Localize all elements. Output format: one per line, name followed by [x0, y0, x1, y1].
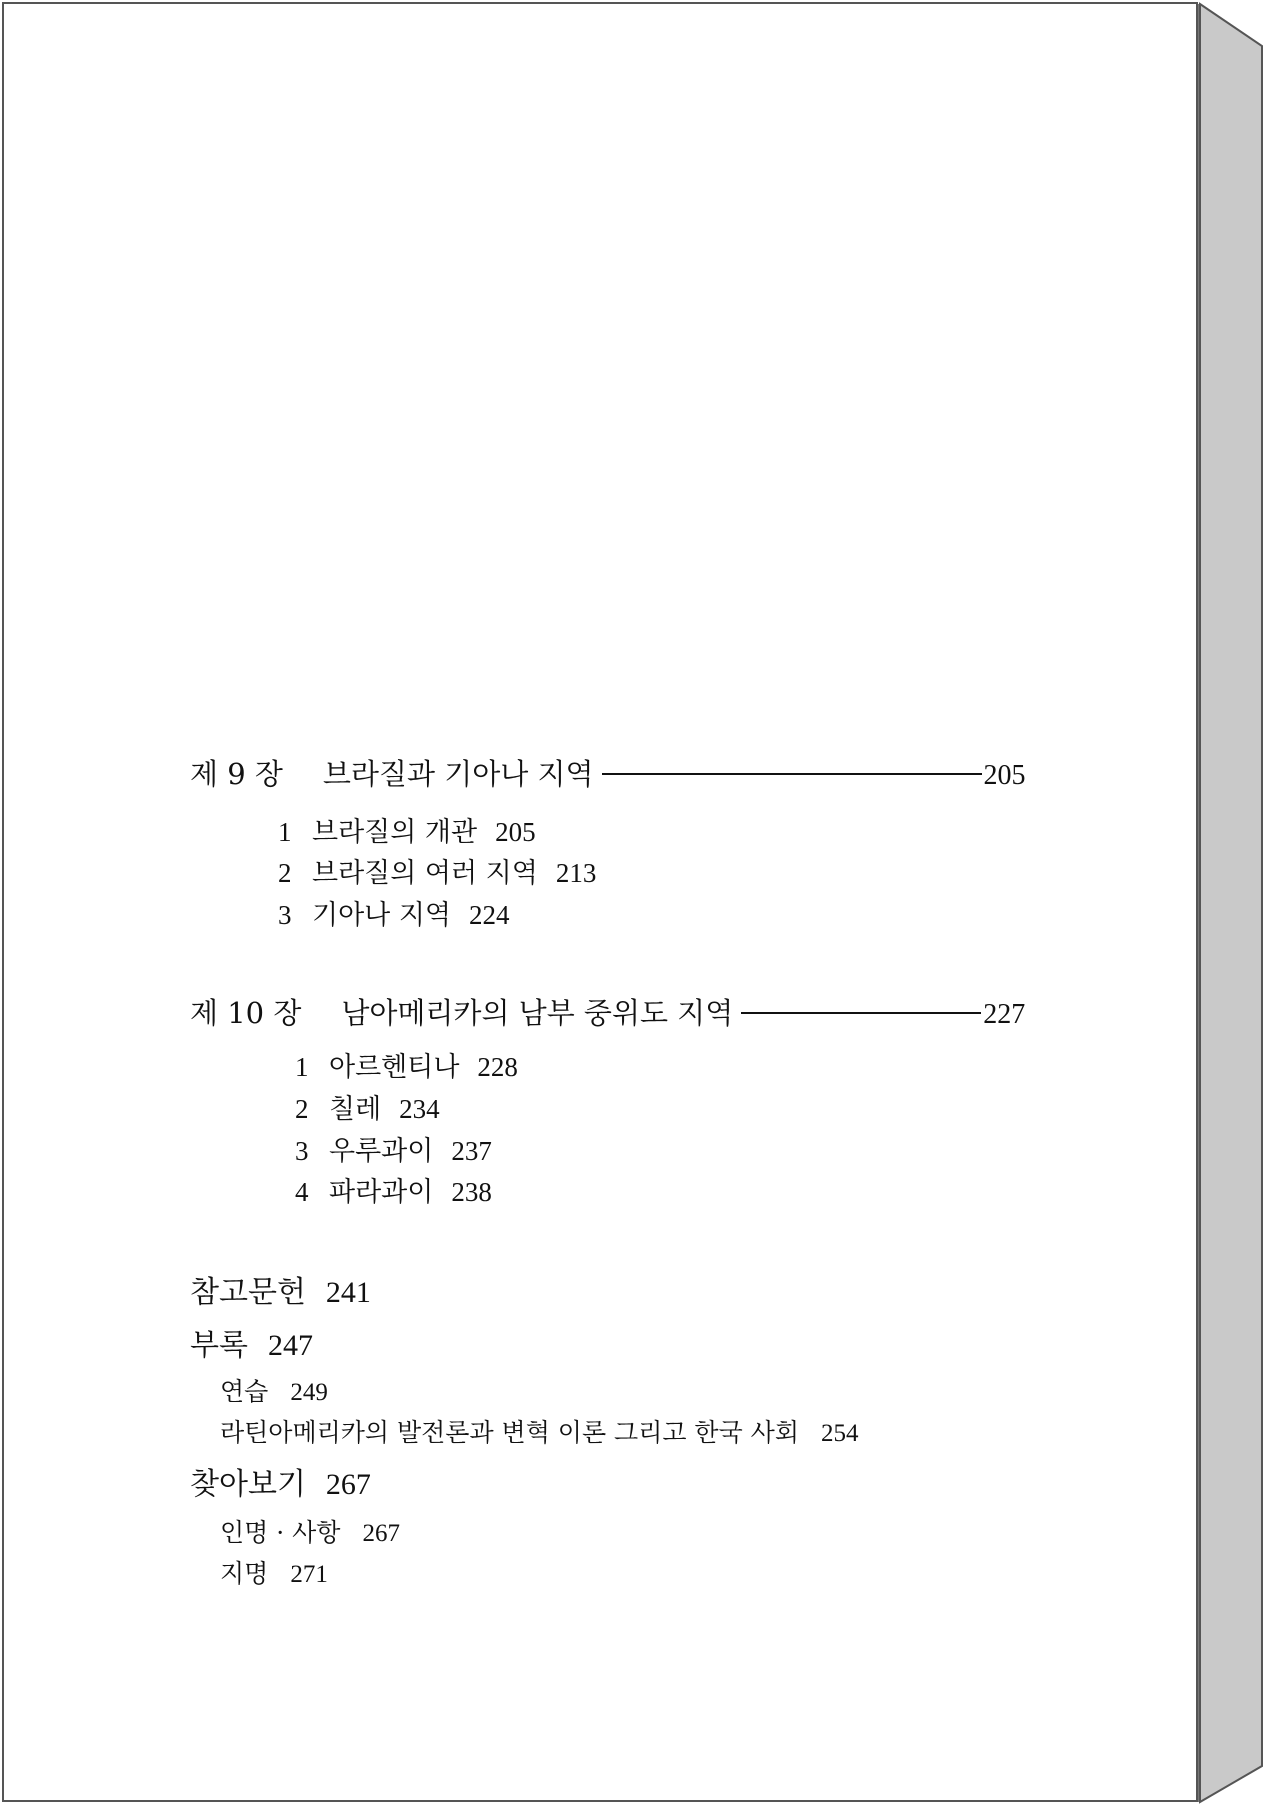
index-item-page: 267: [362, 1520, 400, 1547]
appendix-item-title: 라틴아메리카의 발전론과 변혁 이론 그리고 한국 사회: [220, 1418, 799, 1447]
index-item-title: 인명 · 사항: [220, 1518, 341, 1547]
section-title: 우루과이: [329, 1136, 434, 1167]
appendix-title: 부록: [190, 1328, 248, 1363]
chapter-title: 브라질과 기아나 지역: [322, 757, 594, 791]
section-page: 224: [469, 900, 510, 930]
section-number: 4: [295, 1177, 309, 1207]
section-page: 228: [477, 1052, 518, 1082]
section-item: [278, 851, 596, 890]
section-item: [278, 810, 536, 849]
appendix-item-title: 연습: [220, 1377, 269, 1406]
chapter-9-heading: [190, 752, 1026, 793]
section-title: 기아나 지역: [312, 900, 451, 931]
section-title: 브라질의 개관: [312, 817, 478, 848]
appendix-page: 247: [267, 1329, 313, 1362]
section-number: 1: [295, 1052, 309, 1082]
references-page: 241: [325, 1276, 371, 1309]
section-item: [295, 1170, 492, 1209]
index-item: [220, 1513, 400, 1549]
index-item-page: 271: [290, 1561, 328, 1588]
appendix-item: [220, 1413, 858, 1449]
chapter-10-heading: [190, 991, 1025, 1032]
section-page: 234: [399, 1094, 440, 1124]
appendix-item-page: 249: [290, 1379, 328, 1406]
appendix-item-page: 254: [820, 1420, 859, 1447]
section-page: 237: [451, 1136, 492, 1166]
appendix-entry: [190, 1320, 313, 1364]
appendix-item: [220, 1372, 328, 1408]
references-entry: [190, 1267, 371, 1311]
section-number: 3: [278, 900, 292, 930]
leader-rule: [602, 773, 982, 775]
index-title: 찾아보기: [190, 1467, 306, 1502]
index-item-title: 지명: [220, 1559, 269, 1588]
section-number: 3: [295, 1136, 309, 1166]
chapter-page: 227: [983, 999, 1026, 1030]
section-page: 205: [495, 817, 536, 847]
section-item: [295, 1129, 492, 1168]
section-title: 브라질의 여러 지역: [312, 858, 538, 889]
index-page: 267: [325, 1468, 371, 1501]
section-title: 칠레: [329, 1094, 382, 1125]
chapter-page: 205: [983, 760, 1026, 791]
index-entry: [190, 1459, 371, 1503]
section-item: [295, 1045, 518, 1084]
book-page: [2, 2, 1198, 1802]
references-title: 참고문헌: [190, 1275, 306, 1310]
index-item: [220, 1554, 328, 1590]
section-item: [295, 1087, 440, 1126]
chapter-title: 남아메리카의 남부 중위도 지역: [341, 996, 734, 1030]
section-item: [278, 893, 510, 932]
section-title: 파라과이: [329, 1177, 434, 1208]
chapter-label: 제 9 장: [190, 757, 283, 791]
section-page: 213: [555, 858, 597, 888]
section-number: 2: [278, 858, 292, 888]
leader-rule: [741, 1012, 981, 1014]
section-number: 2: [295, 1094, 309, 1124]
section-page: 238: [451, 1177, 492, 1207]
table-of-contents: [4, 4, 1200, 1804]
section-title: 아르헨티나: [329, 1052, 460, 1083]
chapter-label: 제 10 장: [190, 996, 302, 1030]
section-number: 1: [278, 817, 292, 847]
